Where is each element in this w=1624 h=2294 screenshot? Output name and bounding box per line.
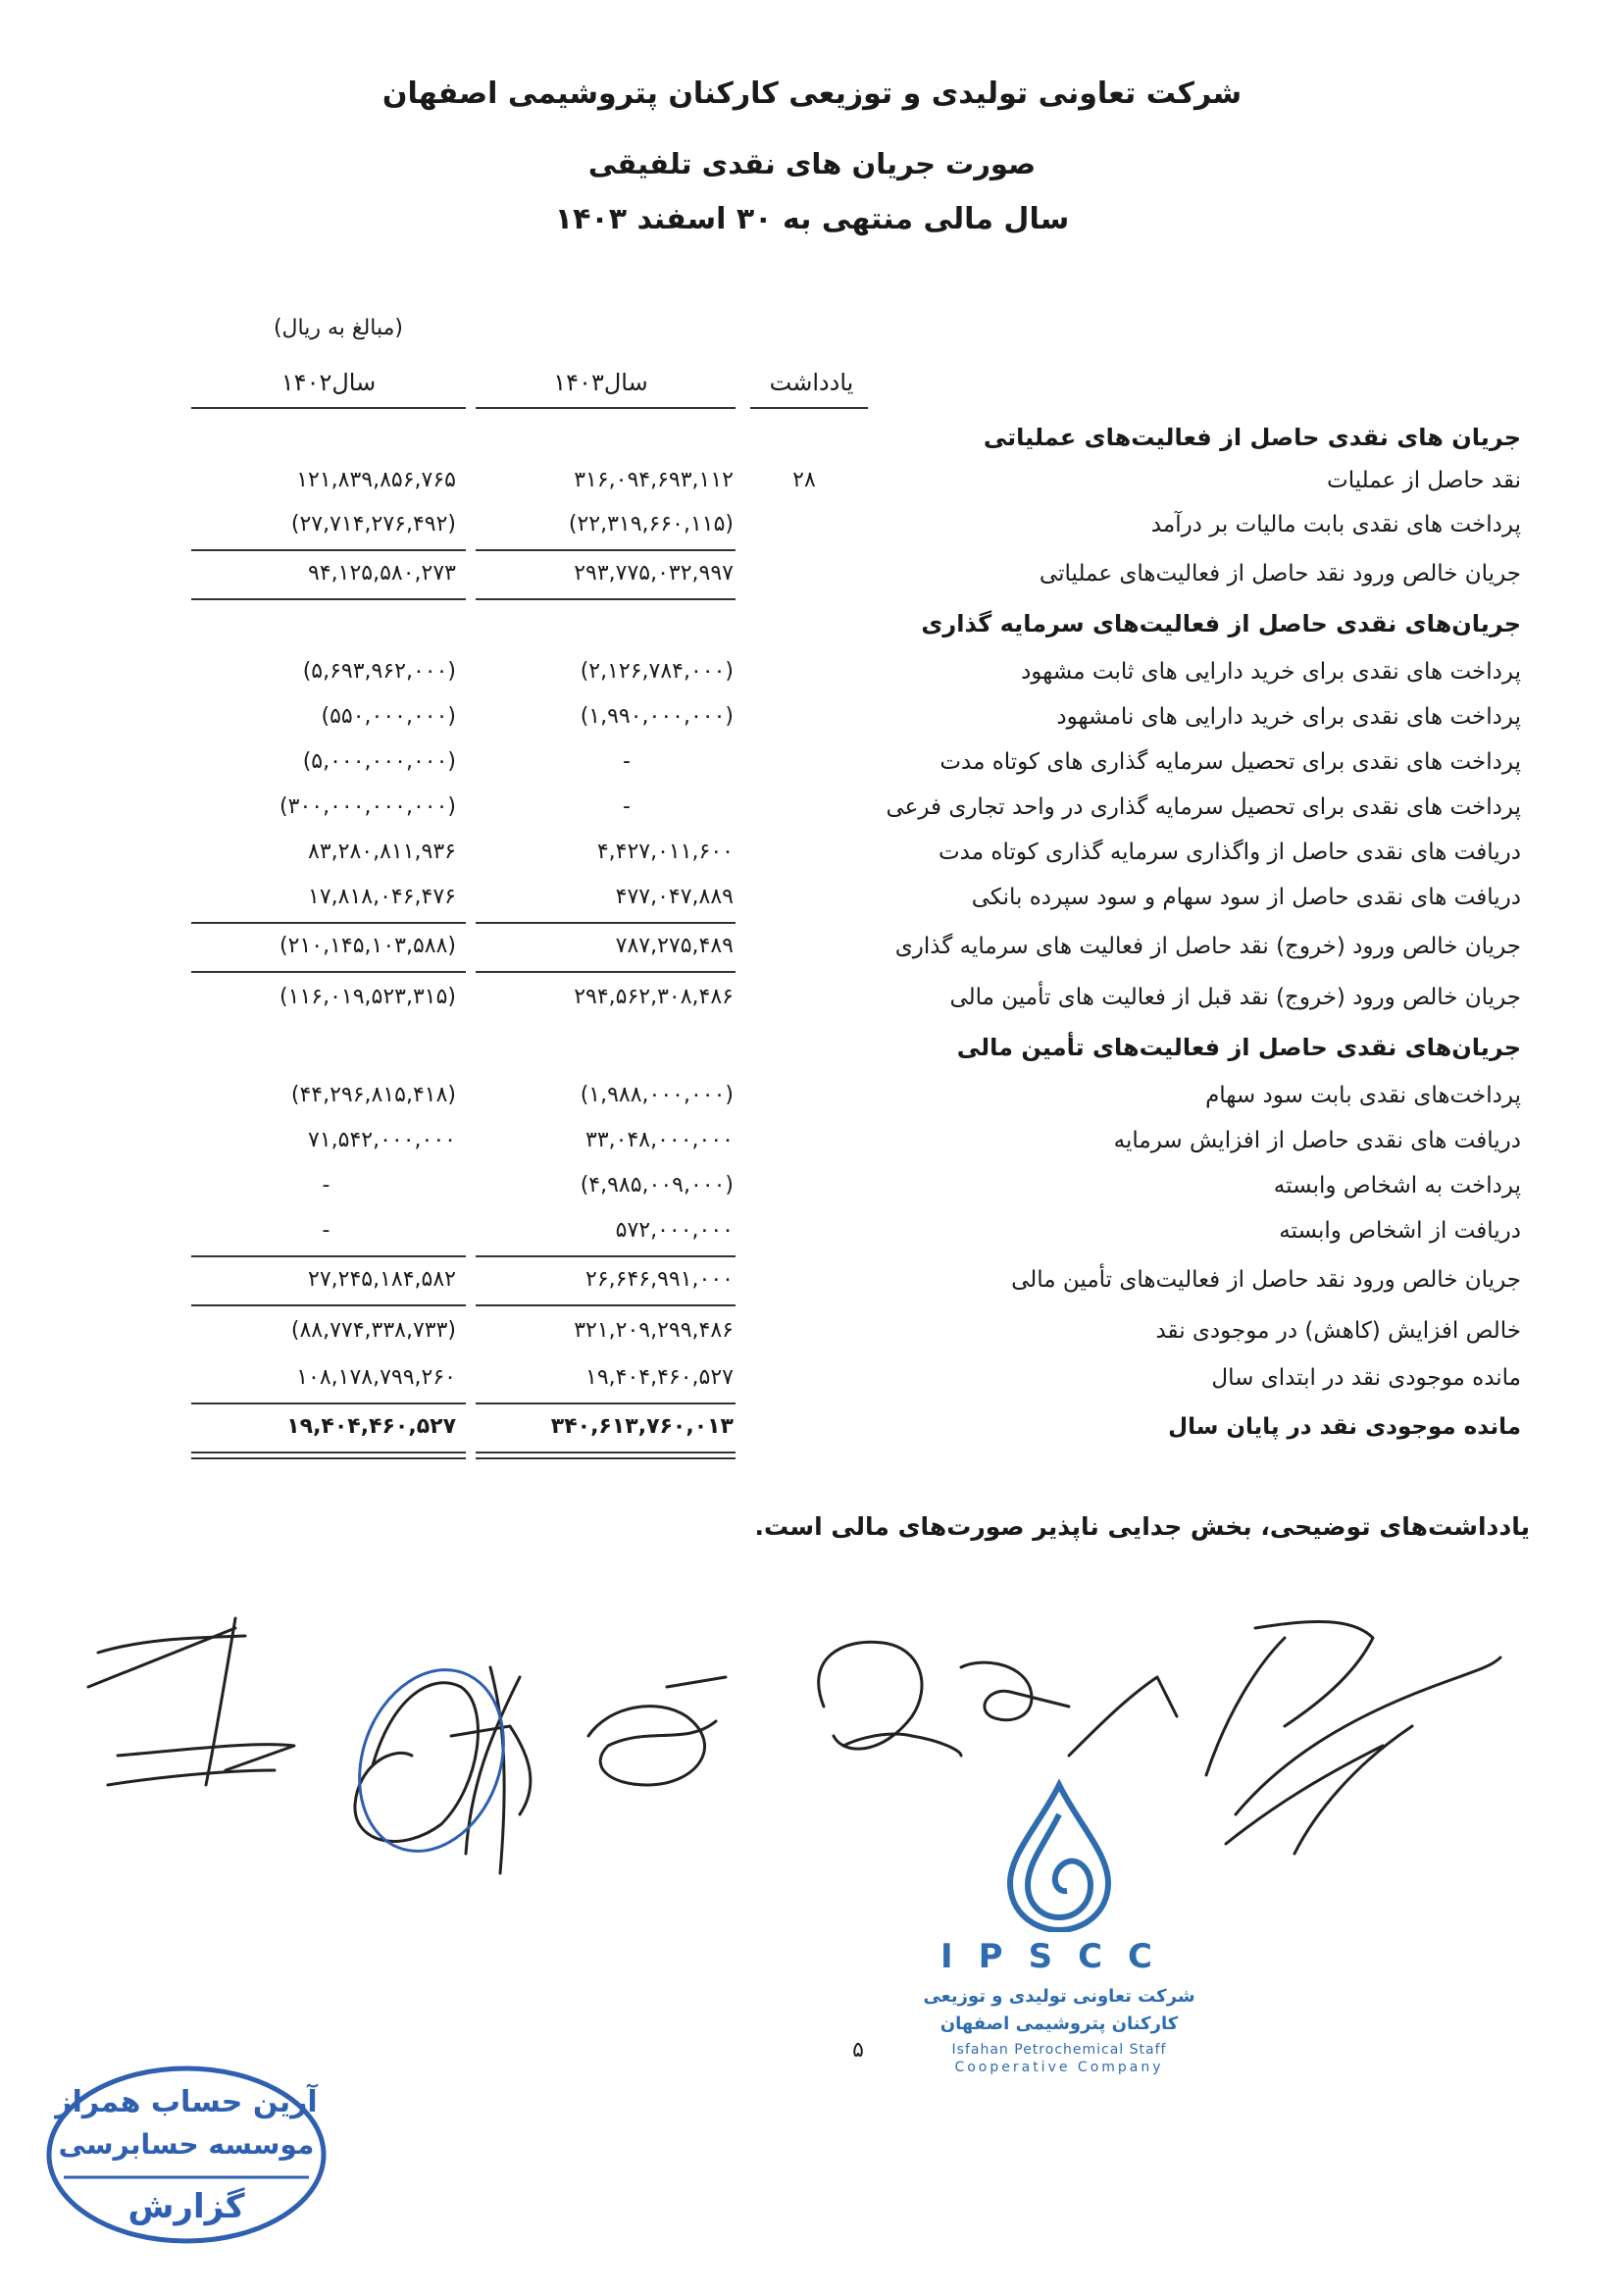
table-row (0, 704, 1624, 738)
drop-icon (912, 1775, 1206, 1932)
row-label: جریان خالص ورود نقد حاصل از فعالیت‌های تأمین مالی (1011, 1267, 1521, 1293)
row-label: پرداخت به اشخاص وابسته (1273, 1173, 1521, 1198)
row-label: پرداخت های نقدی برای تحصیل سرمایه گذاری در واحد تجاری فرعی (886, 794, 1521, 820)
subtotal-rule (476, 598, 736, 600)
row-label: خالص افزایش (کاهش) در موجودی نقد (1155, 1318, 1521, 1344)
row-value-1403: (۲,۱۲۶,۷۸۴,۰۰۰) (580, 659, 734, 684)
row-label: مانده موجودی نقد در پایان سال (1168, 1414, 1521, 1440)
row-value-1402: (۲۷,۷۱۴,۲۷۶,۴۹۲) (290, 512, 456, 536)
subtotal-rule (191, 598, 466, 600)
logo-letters: IPSCC (940, 1937, 1178, 1976)
row-value-1402: (۱۱۶,۰۱۹,۵۲۳,۳۱۵) (279, 985, 456, 1009)
row-value-1402: ۲۷,۲۴۵,۱۸۴,۵۸۲ (308, 1267, 456, 1292)
row-value-1402: (۴۴,۲۹۶,۸۱۵,۴۱۸) (290, 1083, 456, 1107)
row-value-1403: - (623, 749, 631, 774)
column-header-1402: سال۱۴۰۲ (280, 369, 377, 396)
total-double-rule (191, 1452, 466, 1459)
table-row (0, 934, 1624, 967)
table-row (0, 610, 1624, 643)
row-value-1402: - (322, 1218, 330, 1243)
row-value-1403: ۲۹۴,۵۶۲,۳۰۸,۴۸۶ (574, 985, 734, 1009)
row-value-1403: - (623, 794, 631, 819)
table-row (0, 1128, 1624, 1161)
row-value-1402: - (322, 1173, 330, 1198)
row-label: دریافت های نقدی حاصل از واگذاری سرمایه گذاری کوتاه مدت (939, 840, 1521, 865)
row-label: جریان های نقدی حاصل از فعالیت‌های عملیاتی (983, 424, 1521, 451)
period-title: سال مالی منتهی به ۳۰ اسفند ۱۴۰۳ (554, 202, 1070, 236)
table-row (0, 840, 1624, 873)
table-row (0, 1034, 1624, 1067)
row-value-1402: (۲۱۰,۱۴۵,۱۰۳,۵۸۸) (279, 934, 456, 958)
row-value-1402: ۷۱,۵۴۲,۰۰۰,۰۰۰ (308, 1128, 456, 1152)
subtotal-rule (476, 922, 736, 924)
row-label: پرداخت های نقدی برای تحصیل سرمایه گذاری های کوتاه مدت (939, 749, 1521, 775)
stamp-line: موسسه حسابرسی (58, 2128, 315, 2161)
row-label: مانده موجودی نقد در ابتدای سال (1211, 1365, 1521, 1391)
subtotal-rule (191, 549, 466, 551)
row-value-1403: ۱۹,۴۰۴,۴۶۰,۵۲۷ (585, 1365, 734, 1390)
table-row (0, 794, 1624, 828)
row-value-1402: (۳۰۰,۰۰۰,۰۰۰,۰۰۰) (279, 794, 456, 819)
row-value-1402: ۱۷,۸۱۸,۰۴۶,۴۷۶ (308, 885, 456, 909)
company-logo (912, 1775, 1206, 2079)
table-row (0, 749, 1624, 783)
row-value-1402: (۵,۰۰۰,۰۰۰,۰۰۰) (302, 749, 456, 774)
signatures (78, 1559, 1549, 1932)
row-value-1403: (۱,۹۸۸,۰۰۰,۰۰۰) (580, 1083, 734, 1107)
row-note: ۲۸ (792, 468, 816, 492)
row-label: پرداخت‌های نقدی بابت سود سهام (1205, 1083, 1521, 1108)
table-row (0, 1218, 1624, 1251)
row-value-1402: (۵,۶۹۳,۹۶۲,۰۰۰) (302, 659, 456, 684)
row-label: جریان خالص ورود (خروج) نقد حاصل از فعالیت های سرمایه گذاری (894, 934, 1521, 959)
subtotal-rule (191, 1255, 466, 1257)
row-value-1403: (۲۲,۳۱۹,۶۶۰,۱۱۵) (568, 512, 734, 536)
table-row (0, 424, 1624, 457)
row-value-1403: ۲۶,۶۴۶,۹۹۱,۰۰۰ (585, 1267, 734, 1292)
row-label: پرداخت های نقدی برای خرید دارایی های نامشهود (1056, 704, 1521, 730)
row-value-1403: (۱,۹۹۰,۰۰۰,۰۰۰) (580, 704, 734, 729)
row-value-1403: ۳۳,۰۴۸,۰۰۰,۰۰۰ (585, 1128, 734, 1152)
table-row (0, 468, 1624, 501)
logo-name-fa: شرکت تعاونی تولیدی و توزیعی (923, 1986, 1195, 2007)
table-row (0, 561, 1624, 594)
table-row (0, 1318, 1624, 1351)
row-value-1403: (۴,۹۸۵,۰۰۹,۰۰۰) (580, 1173, 734, 1198)
row-label: جریان‌های نقدی حاصل از فعالیت‌های سرمایه گذاری (921, 610, 1521, 637)
table-row (0, 1083, 1624, 1116)
table-row (0, 1414, 1624, 1448)
row-value-1403: ۳۴۰,۶۱۳,۷۶۰,۰۱۳ (550, 1414, 734, 1439)
units-label: (مبالغ به ریال) (273, 316, 404, 340)
row-value-1403: ۴,۴۲۷,۰۱۱,۶۰۰ (596, 840, 734, 864)
logo-name-en: Cooperative Company (954, 2060, 1164, 2075)
table-row (0, 885, 1624, 918)
column-header-note: یادداشت (769, 369, 854, 396)
statement-title: صورت جریان های نقدی تلفیقی (587, 147, 1037, 180)
page-number: ۵ (852, 2038, 864, 2063)
logo-name-en: Isfahan Petrochemical Staff (951, 2042, 1167, 2058)
footnote: یادداشت‌های توضیحی، بخش جدایی ناپذیر صورت‌های مالی است. (754, 1512, 1530, 1541)
row-value-1403: ۳۲۱,۲۰۹,۲۹۹,۴۸۶ (574, 1318, 734, 1343)
row-label: پرداخت های نقدی برای خرید دارایی های ثابت مشهود (1021, 659, 1521, 685)
subtotal-rule (476, 1402, 736, 1404)
header-rule-1403 (476, 407, 736, 409)
subtotal-rule (476, 971, 736, 973)
total-double-rule (476, 1452, 736, 1459)
logo-name-fa: کارکنان پتروشیمی اصفهان (939, 2014, 1179, 2034)
row-label: دریافت از اشخاص وابسته (1279, 1218, 1521, 1244)
table-row (0, 1267, 1624, 1300)
audit-stamp (39, 2060, 333, 2251)
subtotal-rule (191, 922, 466, 924)
row-value-1402: ۱۹,۴۰۴,۴۶۰,۵۲۷ (286, 1414, 456, 1439)
row-value-1402: (۸۸,۷۷۴,۳۳۸,۷۳۳) (290, 1318, 456, 1343)
column-header-1403: سال۱۴۰۳ (553, 369, 648, 396)
row-value-1403: ۳۱۶,۰۹۴,۶۹۳,۱۱۲ (574, 468, 734, 492)
row-value-1402: (۵۵۰,۰۰۰,۰۰۰) (321, 704, 456, 729)
header-rule-note (750, 407, 868, 409)
subtotal-rule (476, 1304, 736, 1306)
table-row (0, 512, 1624, 545)
row-value-1403: ۲۹۳,۷۷۵,۰۳۲,۹۹۷ (574, 561, 734, 586)
row-label: پرداخت های نقدی بابت مالیات بر درآمد (1150, 512, 1521, 537)
row-label: نقد حاصل از عملیات (1327, 468, 1521, 493)
row-label: دریافت های نقدی حاصل از افزایش سرمایه (1113, 1128, 1521, 1153)
header-rule-1402 (191, 407, 466, 409)
table-row (0, 985, 1624, 1018)
subtotal-rule (476, 1255, 736, 1257)
row-value-1403: ۵۷۲,۰۰۰,۰۰۰ (615, 1218, 734, 1243)
row-value-1402: ۱۰۸,۱۷۸,۷۹۹,۲۶۰ (296, 1365, 456, 1390)
row-value-1403: ۴۷۷,۰۴۷,۸۸۹ (615, 885, 734, 909)
stamp-line: گزارش (127, 2187, 245, 2226)
subtotal-rule (476, 549, 736, 551)
row-label: جریان خالص ورود نقد حاصل از فعالیت‌های عملیاتی (1039, 561, 1521, 586)
subtotal-rule (191, 971, 466, 973)
row-value-1402: ۱۲۱,۸۳۹,۸۵۶,۷۶۵ (296, 468, 456, 492)
row-label: جریان‌های نقدی حاصل از فعالیت‌های تأمین مالی (956, 1034, 1521, 1061)
row-value-1402: ۹۴,۱۲۵,۵۸۰,۲۷۳ (308, 561, 456, 586)
row-label: جریان خالص ورود (خروج) نقد قبل از فعالیت های تأمین مالی (949, 985, 1521, 1010)
row-value-1403: ۷۸۷,۲۷۵,۴۸۹ (615, 934, 734, 958)
subtotal-rule (191, 1304, 466, 1306)
table-row (0, 1173, 1624, 1206)
company-name: شرکت تعاونی تولیدی و توزیعی کارکنان پتروشیمی اصفهان (381, 76, 1243, 111)
table-row (0, 1365, 1624, 1399)
table-row (0, 659, 1624, 692)
row-label: دریافت های نقدی حاصل از سود سهام و سود سپرده بانکی (971, 885, 1521, 910)
row-value-1402: ۸۳,۲۸۰,۸۱۱,۹۳۶ (308, 840, 456, 864)
subtotal-rule (191, 1402, 466, 1404)
stamp-line: آرین حساب همراز (55, 2085, 318, 2119)
